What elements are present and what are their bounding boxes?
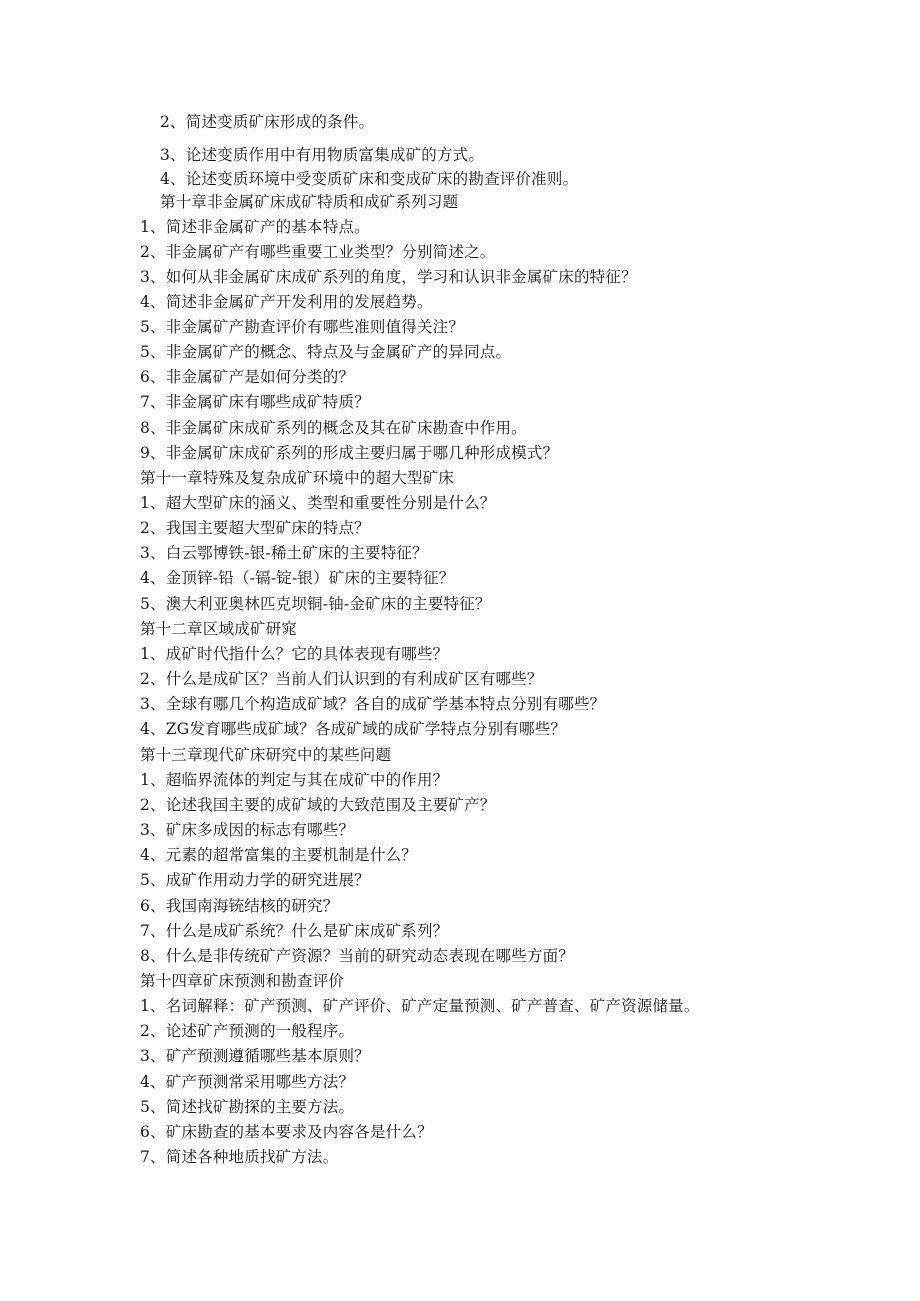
text-line: 1、简述非金属矿产的基本特点。	[140, 218, 370, 236]
text-line: 7、非金属矿床有哪些成矿特质？	[140, 393, 370, 411]
chapter-heading: 第十三章现代矿床研究中的某些问题	[140, 746, 392, 764]
text-line: 5、澳大利亚奥林匹克坝铜-铀-金矿床的主要特征？	[140, 595, 491, 613]
text-line: 5、成矿作用动力学的研究进展？	[140, 871, 370, 889]
text-line: 1、超大型矿床的涵义、类型和重要性分别是什么？	[140, 494, 496, 512]
text-line: 3、白云鄂博铁-银-稀土矿床的主要特征？	[140, 544, 428, 562]
text-line: 5、非金属矿产勘查评价有哪些准则值得关注？	[140, 318, 465, 336]
text-line: 1、名词解释：矿产预测、矿产评价、矿产定量预测、矿产普查、矿产资源储量。	[140, 997, 700, 1015]
text-line: 2、论述矿产预测的一般程序。	[140, 1022, 355, 1040]
text-line: 2、什么是成矿区？当前人们认识到的有利成矿区有哪些？	[140, 670, 543, 688]
text-line: 4、元素的超常富集的主要机制是什么？	[140, 846, 417, 864]
text-line: 7、什么是成矿系统？什么是矿床成矿系列？	[140, 922, 449, 940]
text-line: 6、我国南海铳结核的研究？	[140, 897, 339, 915]
text-line: 1、成矿时代指什么？它的具体表现有哪些？	[140, 645, 449, 663]
text-line: 4、简述非金属矿产开发利用的发展趋势。	[140, 293, 433, 311]
chapter-heading: 第十二章区域成矿研窕	[140, 620, 298, 638]
chapter-heading: 第十四章矿床预测和勘查评价	[140, 972, 345, 990]
chapter-heading: 第十一章特殊及复杂成矿环境中的超大型矿床	[140, 469, 455, 487]
text-line: 3、矿床多成因的标志有哪些？	[140, 821, 355, 839]
text-line: 4、矿产预测常采用哪些方法？	[140, 1073, 355, 1091]
text-line: 3、论述变质作用中有用物质富集成矿的方式。	[160, 146, 485, 164]
chapter-heading: 第十章非金属矿床成矿特质和成矿系列习题	[160, 193, 459, 211]
text-line: 3、如何从非金属矿床成矿系列的角度，学习和认识非金属矿床的特征？	[140, 268, 637, 286]
text-line: 6、非金属矿产是如何分类的？	[140, 368, 355, 386]
text-line: 2、我国主要超大型矿床的特点？	[140, 519, 370, 537]
text-line: 4、ZG发育哪些成矿域？各成矿域的成矿学特点分别有哪些？	[140, 720, 567, 738]
text-line: 9、非金属矿床成矿系列的形成主要归属于哪几种形成模式？	[140, 444, 559, 462]
text-line: 8、什么是非传统矿产资源？当前的研究动态表现在哪些方面？	[140, 947, 574, 965]
text-line: 7、简述各种地质找矿方法。	[140, 1148, 339, 1166]
text-line: 4、论述变质环境中受变质矿床和变成矿床的勘查评价准则。	[160, 170, 579, 188]
text-line: 5、非金属矿产的概念、特点及与金属矿产的异同点。	[140, 343, 512, 361]
text-line: 3、全球有哪几个构造成矿域？各自的成矿学基本特点分别有哪些？	[140, 695, 606, 713]
text-line: 2、论述我国主要的成矿域的大致范围及主要矿产？	[140, 796, 496, 814]
text-line: 6、矿床勘查的基本要求及内容各是什么？	[140, 1123, 433, 1141]
text-line: 2、非金属矿产有哪些重要工业类型？分别简述之。	[140, 243, 496, 261]
text-line: 1、超临界流体的判定与其在成矿中的作用？	[140, 771, 449, 789]
text-line: 8、非金属矿床成矿系列的概念及其在矿床勘查中作用。	[140, 419, 527, 437]
text-line: 4、金顶锌-铅（-镉-锭-银）矿床的主要特征？	[140, 569, 455, 587]
text-line: 5、简述找矿勘探的主要方法。	[140, 1098, 355, 1116]
text-line: 2、简述变质矿床形成的条件。	[160, 113, 375, 131]
text-line: 3、矿产预测遵循哪些基本原则？	[140, 1047, 370, 1065]
